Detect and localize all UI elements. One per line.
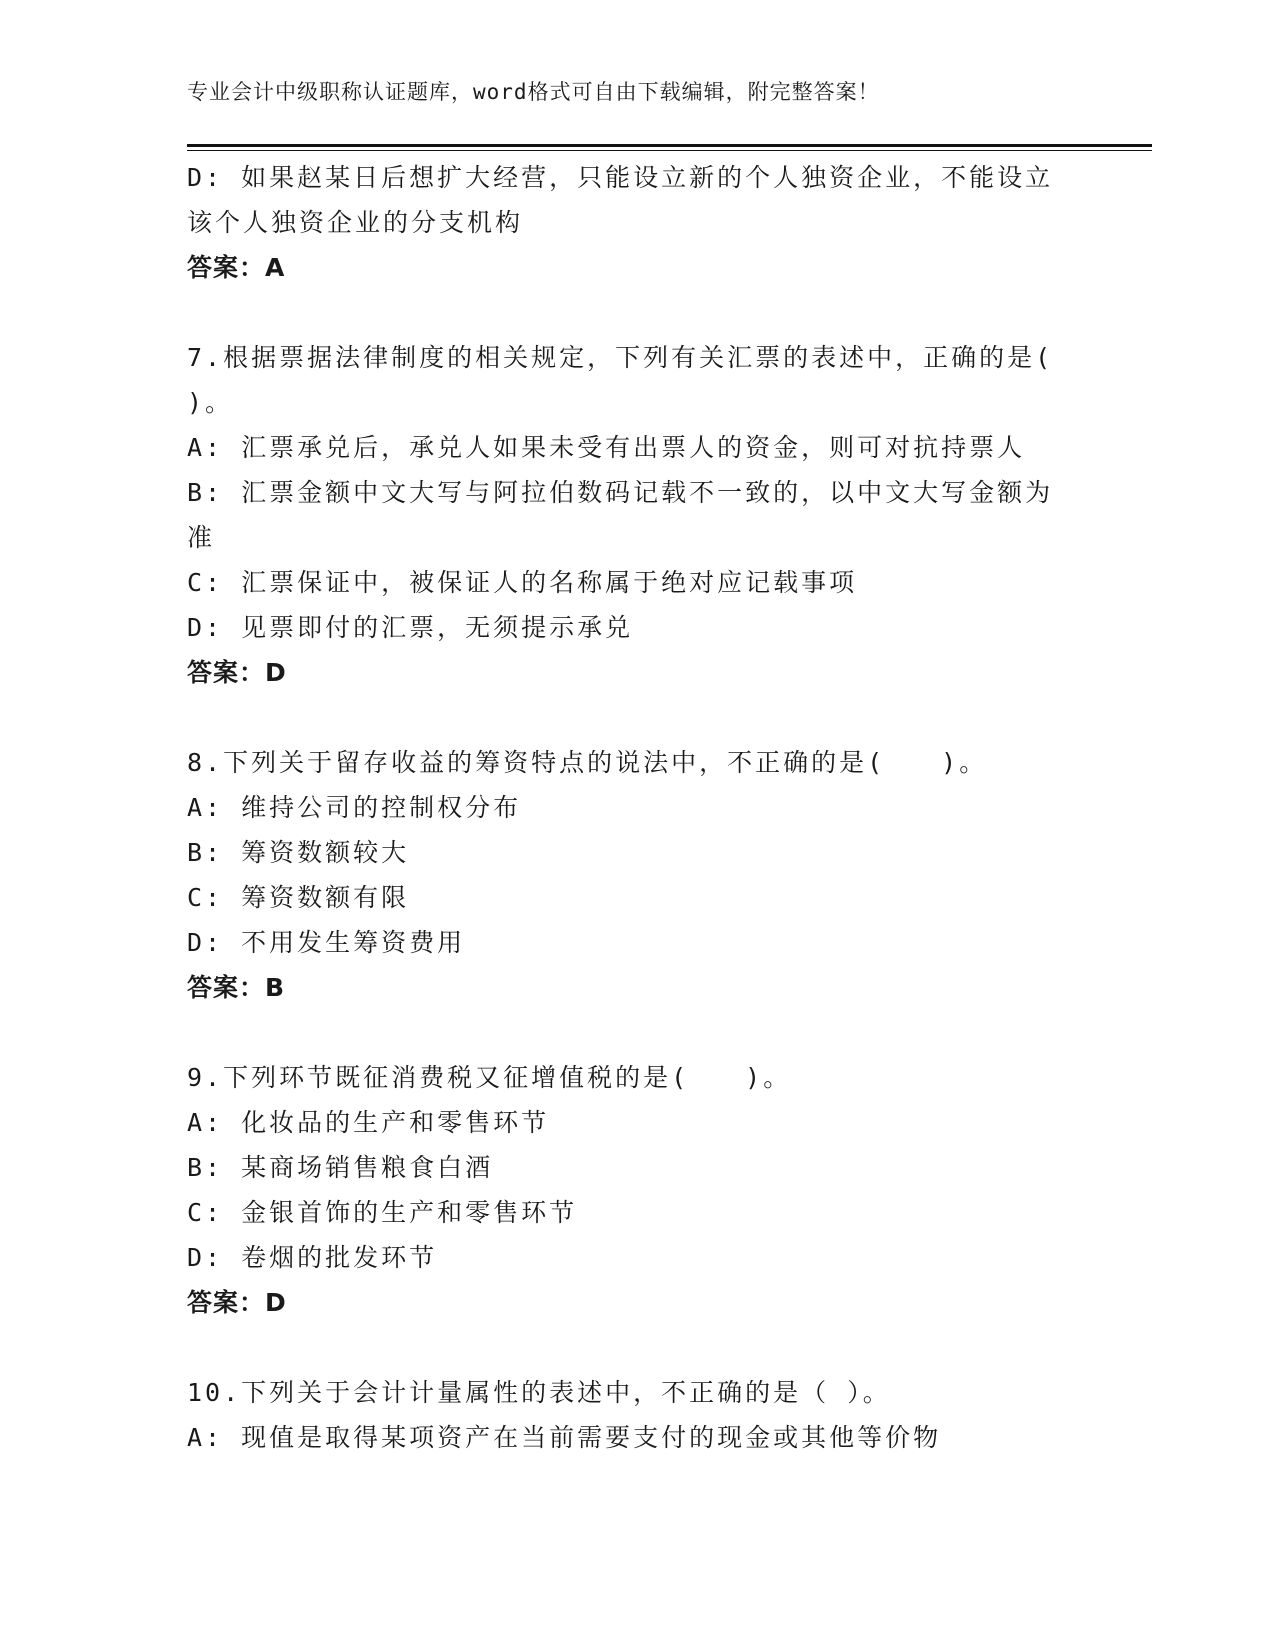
question-stem: )。	[187, 388, 234, 417]
option-line: D: 卷烟的批发环节	[187, 1243, 438, 1272]
question-block	[187, 1055, 1087, 1325]
block-gap	[187, 695, 1087, 740]
option-line: 准	[187, 523, 216, 552]
option-line: D: 不用发生筹资费用	[187, 928, 466, 957]
answer-line: 答案：B	[187, 973, 286, 1002]
block-gap	[187, 1010, 1087, 1055]
option-line: 该个人独资企业的分支机构	[187, 208, 524, 237]
option-line: A: 汇票承兑后，承兑人如果未受有出票人的资金，则可对抗持票人	[187, 433, 1026, 462]
option-line: A: 维持公司的控制权分布	[187, 793, 522, 822]
option-line: D: 如果赵某日后想扩大经营，只能设立新的个人独资企业，不能设立	[187, 163, 1054, 192]
header-rule-thick	[187, 144, 1152, 147]
option-line: A: 现值是取得某项资产在当前需要支付的现金或其他等价物	[187, 1423, 942, 1452]
option-line: D: 见票即付的汇票，无须提示承兑	[187, 613, 634, 642]
answer-line: 答案：A	[187, 253, 286, 282]
question-block	[187, 335, 1087, 695]
block-gap	[187, 1325, 1087, 1370]
option-line: A: 化妆品的生产和零售环节	[187, 1108, 550, 1137]
question-stem: 8.下列关于留存收益的筹资特点的说法中，不正确的是( )。	[187, 748, 988, 777]
question-content	[187, 155, 1087, 1460]
option-line: C: 筹资数额有限	[187, 883, 410, 912]
question-block	[187, 1370, 1087, 1460]
question-stem: 7.根据票据法律制度的相关规定，下列有关汇票的表述中，正确的是(	[187, 343, 1054, 372]
question-stem: 10.下列关于会计计量属性的表述中，不正确的是（ ）。	[187, 1378, 891, 1407]
question-stem: 9.下列环节既征消费税又征增值税的是( )。	[187, 1063, 792, 1092]
option-line: C: 汇票保证中，被保证人的名称属于绝对应记载事项	[187, 568, 858, 597]
answer-line: 答案：D	[187, 1288, 287, 1317]
block-gap	[187, 290, 1087, 335]
option-line: B: 某商场销售粮食白酒	[187, 1153, 494, 1182]
option-line: B: 筹资数额较大	[187, 838, 410, 867]
option-line: C: 金银首饰的生产和零售环节	[187, 1198, 578, 1227]
header-rule-thin	[187, 150, 1152, 151]
question-block	[187, 740, 1087, 1010]
question-block	[187, 155, 1087, 290]
option-line: B: 汇票金额中文大写与阿拉伯数码记载不一致的，以中文大写金额为	[187, 478, 1054, 507]
answer-line: 答案：D	[187, 658, 287, 687]
page-header: 专业会计中级职称认证题库，word格式可自由下载编辑，附完整答案！	[187, 80, 880, 104]
